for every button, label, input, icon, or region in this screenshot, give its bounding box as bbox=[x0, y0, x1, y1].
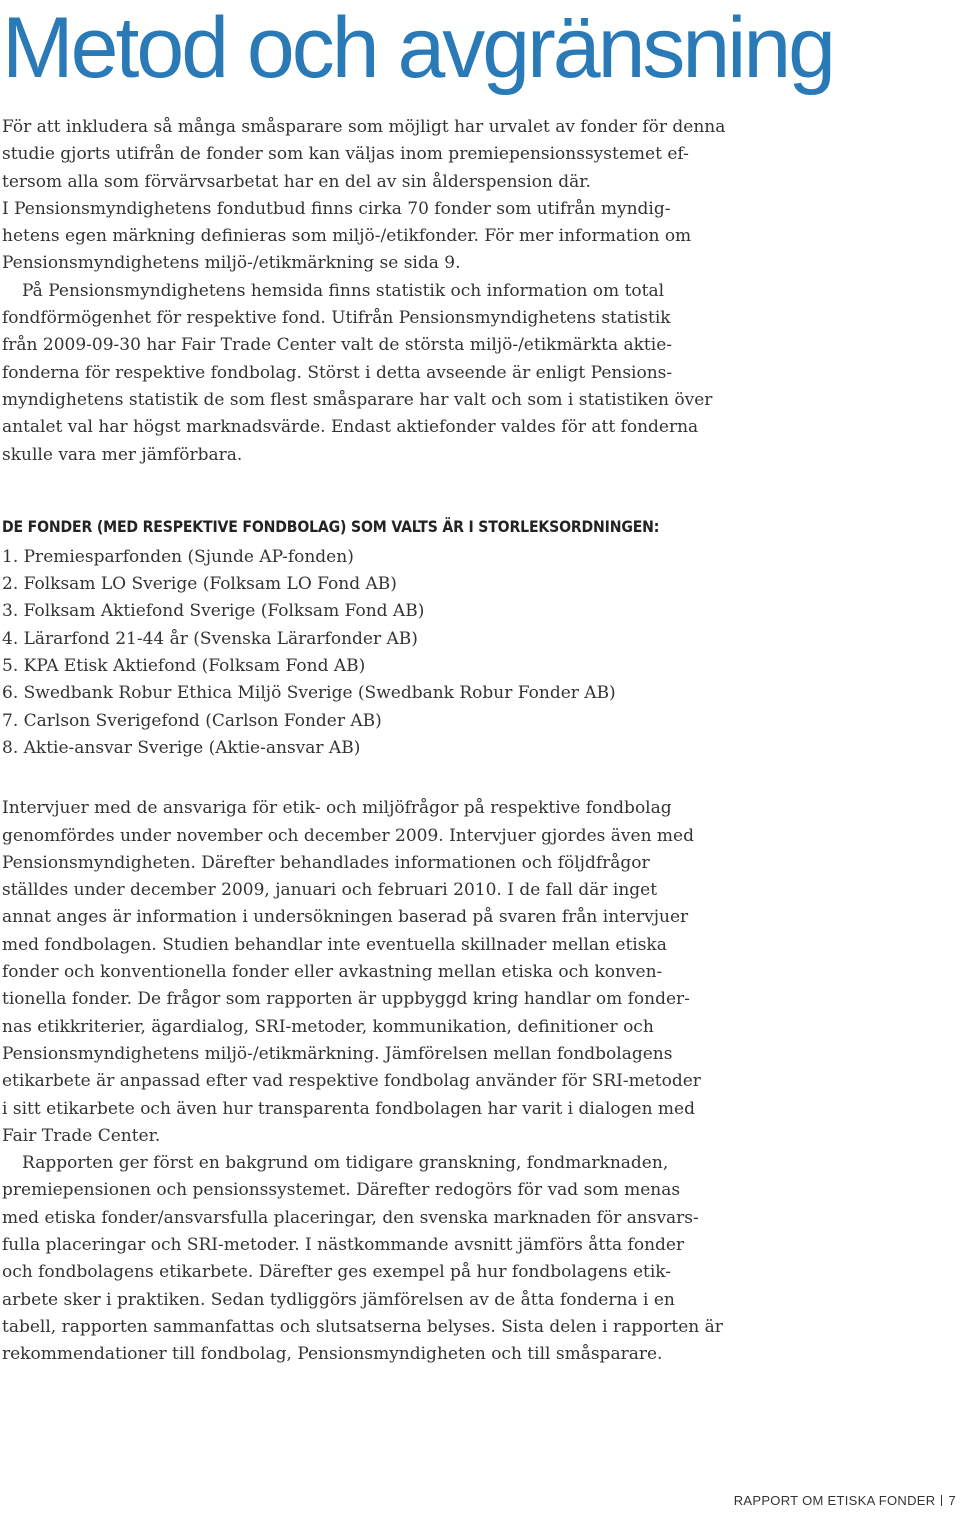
text-line: På Pensionsmyndighetens hemsida finns statistik och information om total bbox=[22, 280, 665, 301]
text-line: i sitt etikarbete och även hur transparenta fondbolagen har varit i dialogen med bbox=[2, 1098, 695, 1119]
page-number: 7 bbox=[948, 1493, 956, 1508]
text-line: För att inkludera så många småsparare som möjligt har urvalet av fonder för denna bbox=[2, 117, 726, 137]
text-line: I Pensionsmyndighetens fondutbud finns cirka 70 fonder som utifrån myndig- bbox=[2, 198, 671, 219]
text-line: och fondbolagens etikarbete. Därefter ges exempel på hur fondbolagens etik- bbox=[2, 1262, 672, 1283]
list-item: 8. Aktie-ansvar Sverige (Aktie-ansvar AB) bbox=[2, 737, 361, 758]
text-line: Pensionsmyndighetens miljö-/etikmärkning. Jämförelsen mellan fondbolagens bbox=[2, 1043, 673, 1064]
fund-list bbox=[2, 544, 744, 762]
body-content bbox=[2, 114, 744, 1368]
text-line: etikarbete är anpassad efter vad respektive fondbolag använder för SRI-metoder bbox=[2, 1071, 701, 1092]
fund-list-heading: DE FONDER (MED RESPEKTIVE FONDBOLAG) SOM VALTS ÄR I STORLEKSORDNINGEN: bbox=[2, 516, 660, 536]
text-line: antalet val har högst marknadsvärde. Endast aktiefonder valdes för att fonderna bbox=[2, 417, 699, 438]
list-item: 7. Carlson Sverigefond (Carlson Fonder AB) bbox=[2, 710, 382, 731]
text-line: Rapporten ger först en bakgrund om tidigare granskning, fondmarknaden, bbox=[22, 1153, 669, 1174]
list-item: 3. Folksam Aktiefond Sverige (Folksam Fond AB) bbox=[2, 601, 425, 622]
text-line: med fondbolagen. Studien behandlar inte eventuella skillnader mellan etiska bbox=[2, 934, 667, 955]
text-line: fonder och konventionella fonder eller avkastning mellan etiska och konven- bbox=[2, 962, 663, 983]
text-line: studie gjorts utifrån de fonder som kan väljas inom premiepensionssystemet ef- bbox=[2, 144, 689, 165]
text-line: Pensionsmyndighetens miljö-/etikmärkning se sida 9. bbox=[2, 253, 461, 274]
footer-report-title: RAPPORT OM ETISKA FONDER bbox=[733, 1493, 936, 1508]
paragraph-report-structure bbox=[2, 1150, 744, 1368]
text-line: tersom alla som förvärvsarbetat har en del av sin ålderspension där. bbox=[2, 171, 591, 192]
text-line: nas etikkriterier, ägardialog, SRI-metoder, kommunikation, definitioner och bbox=[2, 1016, 654, 1037]
list-item: 4. Lärarfond 21-44 år (Svenska Lärarfonder AB) bbox=[2, 628, 418, 649]
text-line: Fair Trade Center. bbox=[2, 1125, 161, 1146]
text-line: skulle vara mer jämförbara. bbox=[2, 444, 243, 465]
text-line: Pensionsmyndigheten. Därefter behandlades informationen och följdfrågor bbox=[2, 852, 650, 873]
list-item: 2. Folksam LO Sverige (Folksam LO Fond AB) bbox=[2, 574, 397, 595]
paragraph-statistics bbox=[2, 278, 744, 469]
text-line: Intervjuer med de ansvariga för etik- och miljöfrågor på respektive fondbolag bbox=[2, 798, 672, 819]
text-line: ställdes under december 2009, januari och februari 2010. I de fall där inget bbox=[2, 880, 658, 901]
text-line: med etiska fonder/ansvarsfulla placeringar, den svenska marknaden för ansvars- bbox=[2, 1207, 699, 1228]
text-line: fondförmögenhet för respektive fond. Utifrån Pensionsmyndighetens statistik bbox=[2, 308, 671, 329]
text-line: rekommendationer till fondbolag, Pensionsmyndigheten och till småsparare. bbox=[2, 1344, 663, 1365]
text-line: fonderna för respektive fondbolag. Störst i detta avseende är enligt Pensions- bbox=[2, 362, 673, 383]
text-line: genomfördes under november och december 2009. Intervjuer gjordes även med bbox=[2, 825, 694, 846]
list-item: 5. KPA Etisk Aktiefond (Folksam Fond AB) bbox=[2, 656, 366, 677]
text-line: arbete sker i praktiken. Sedan tydliggörs jämförelsen av de åtta fonderna i en bbox=[2, 1289, 675, 1310]
list-item: 6. Swedbank Robur Ethica Miljö Sverige (Swedbank Robur Fonder AB) bbox=[2, 683, 616, 704]
paragraph-selection-intro bbox=[2, 114, 744, 278]
footer-divider bbox=[941, 1495, 942, 1506]
paragraph-interviews bbox=[2, 795, 744, 1150]
text-line: fulla placeringar och SRI-metoder. I nästkommande avsnitt jämförs åtta fonder bbox=[2, 1234, 685, 1255]
text-line: hetens egen märkning definieras som miljö-/etikfonder. För mer information om bbox=[2, 226, 692, 247]
page-footer bbox=[734, 1493, 956, 1508]
text-line: tabell, rapporten sammanfattas och slutsatserna belyses. Sista delen i rapporten är bbox=[2, 1316, 723, 1337]
text-line: myndighetens statistik de som flest småsparare har valt och som i statistiken över bbox=[2, 389, 713, 410]
text-line: annat anges är information i undersökningen baserad på svaren från intervjuer bbox=[2, 907, 689, 928]
page-title: Metod och avgränsning bbox=[2, 0, 834, 96]
text-line: premiepensionen och pensionssystemet. Därefter redogörs för vad som menas bbox=[2, 1180, 681, 1201]
text-line: från 2009-09-30 har Fair Trade Center valt de största miljö-/etikmärkta aktie- bbox=[2, 335, 673, 356]
text-line: tionella fonder. De frågor som rapporten är uppbyggd kring handlar om fonder- bbox=[2, 989, 690, 1010]
list-item: 1. Premiesparfonden (Sjunde AP-fonden) bbox=[2, 546, 354, 567]
